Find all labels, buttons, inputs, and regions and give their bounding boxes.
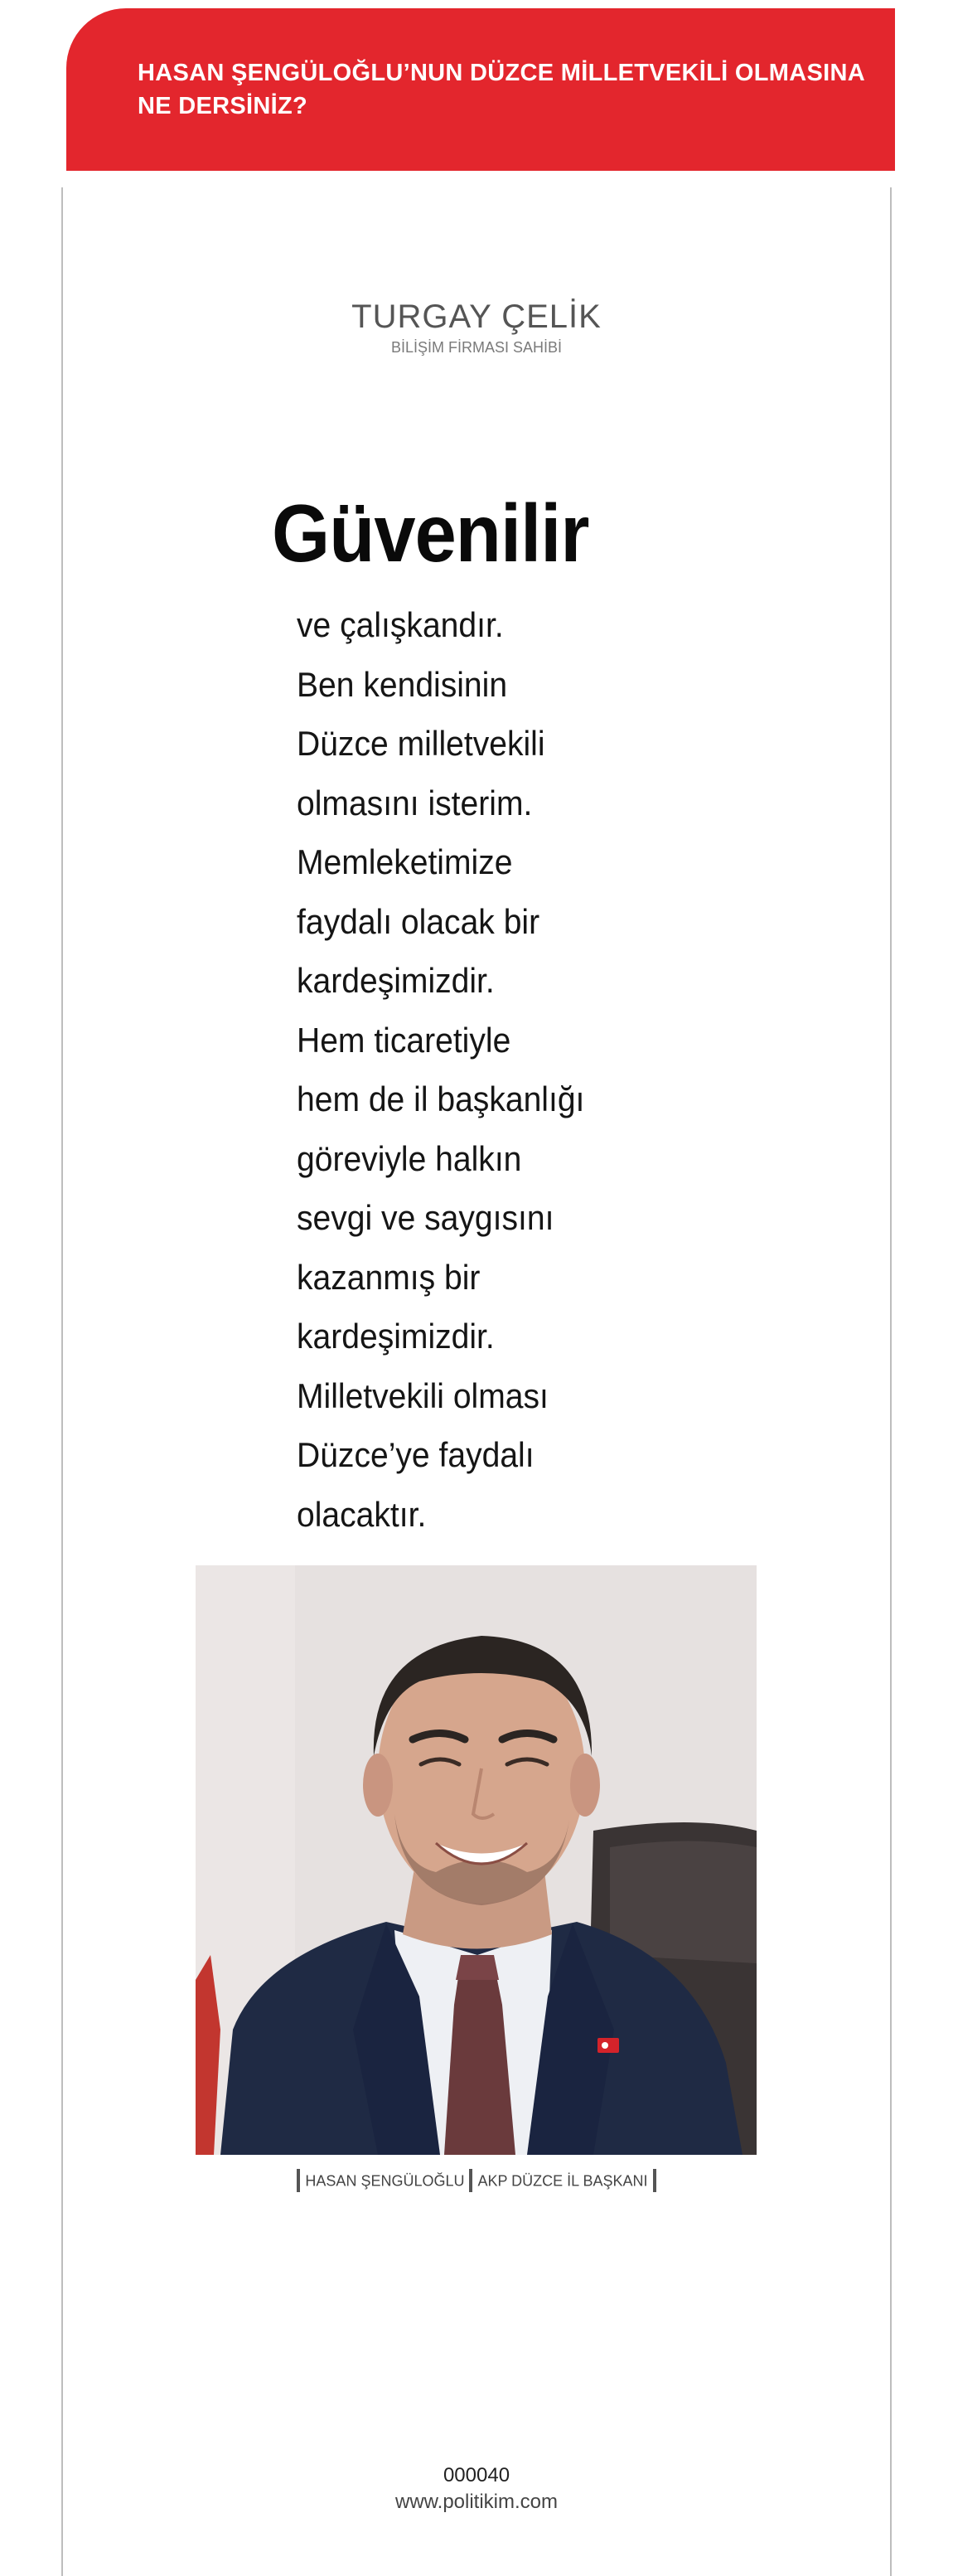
body-line: olmasını isterim.: [297, 783, 533, 822]
author-block: [0, 297, 953, 357]
body-line: olacaktır.: [297, 1494, 427, 1534]
site-url: www.politikim.com: [394, 2491, 559, 2513]
body-line: Memleketimize: [297, 842, 513, 881]
body-line: Milletvekili olması: [297, 1375, 549, 1415]
frame-left-line: [61, 187, 63, 2576]
body-line: Ben kendisinin: [297, 664, 508, 704]
caption-name: HASAN ŞENGÜLOĞLU: [305, 2172, 465, 2190]
body-line: sevgi ve saygısını: [297, 1198, 554, 1237]
body-line: kardeşimizdir.: [297, 961, 495, 1000]
body-line: faydalı olacak bir: [297, 901, 540, 941]
body-line: Hem ticaretiyle: [297, 1020, 511, 1060]
frame-right-line: [890, 187, 892, 2576]
body-line: ve çalışkandır.: [297, 605, 504, 644]
caption-divider: [469, 2169, 472, 2192]
header-banner: [66, 8, 895, 171]
author-title: BİLİŞİM FİRMASI SAHİBİ: [390, 339, 563, 356]
body-line: hem de il başkanlığı: [297, 1079, 585, 1118]
caption-divider: [653, 2169, 656, 2192]
body-line: göreviyle halkın: [297, 1138, 522, 1178]
caption-divider: [297, 2169, 300, 2192]
author-name: TURGAY ÇELİK: [351, 298, 602, 335]
article-body: [297, 595, 728, 1544]
banner-title: HASAN ŞENGÜLOĞLU’NUN DÜZCE MİLLETVEKİLİ OLMASINA NE DERSİNİZ?: [138, 60, 864, 119]
article-headline: Güvenilir: [272, 488, 589, 579]
portrait-photo: [196, 1565, 757, 2155]
photo-caption: [0, 2167, 953, 2193]
body-line: Düzce milletvekili: [297, 724, 545, 763]
page-code: 000040: [443, 2464, 510, 2486]
body-line: Düzce’ye faydalı: [297, 1435, 535, 1474]
footer: [0, 2462, 953, 2515]
caption-role: AKP DÜZCE İL BAŞKANI: [477, 2172, 648, 2190]
body-line: kazanmış bir: [297, 1257, 481, 1297]
body-line: kardeşimizdir.: [297, 1317, 495, 1356]
